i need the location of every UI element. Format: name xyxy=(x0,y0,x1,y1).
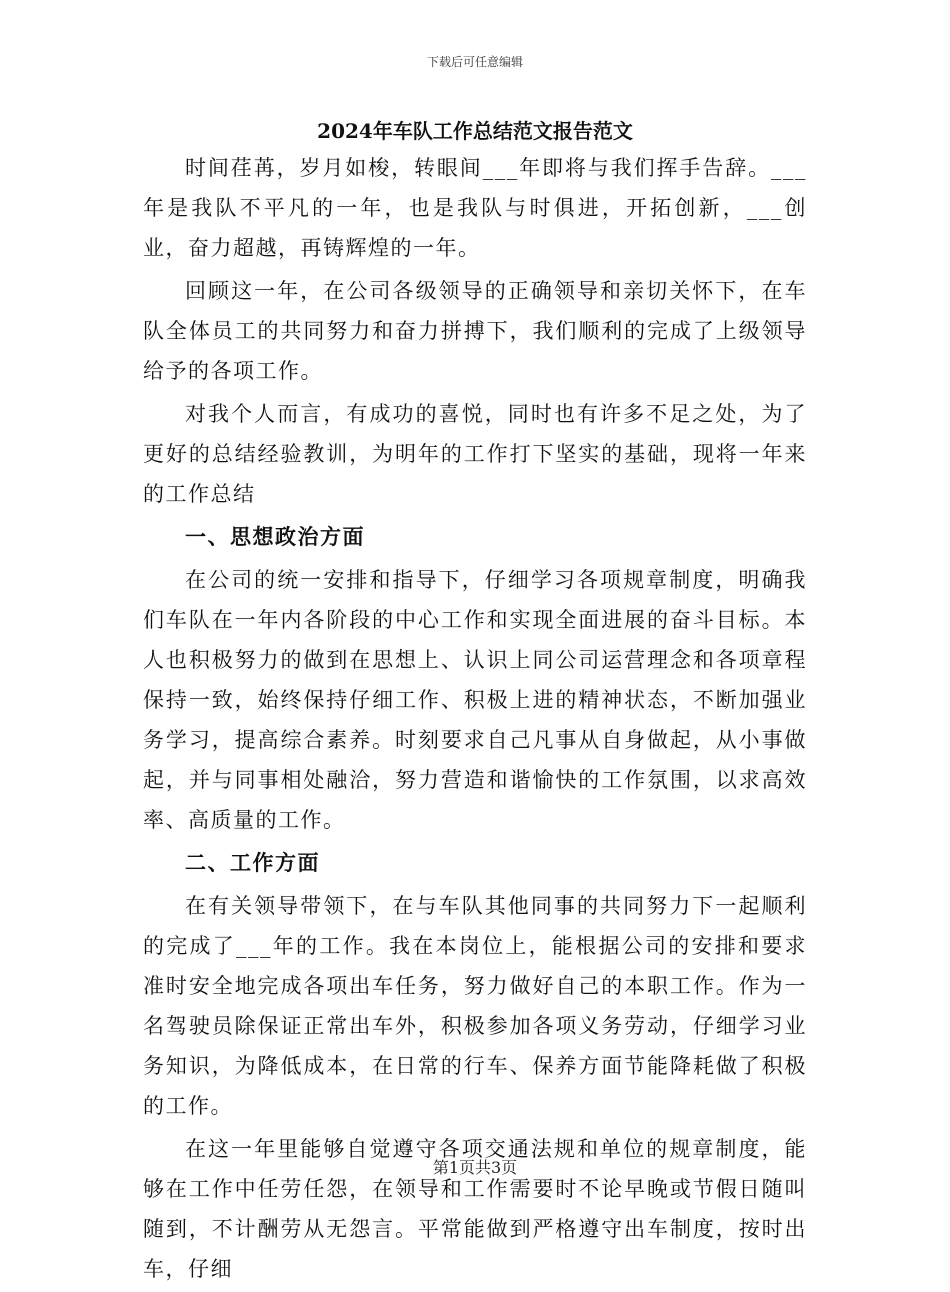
download-note: 下载后可任意编辑 xyxy=(426,55,523,69)
section-heading-ideology: 一、思想政治方面 xyxy=(185,524,365,549)
paragraph-ideology: 在公司的统一安排和指导下，仔细学习各项规章制度，明确我们车队在一年内各阶段的中心工作和实现全面进展的奋斗目标。本人也积极努力的做到在思想上、认识上同公司运营理念和各项章程保持一致，始终保持仔细工作、积极上进的精神状态，不断加强业务学习，提高综合素养。时刻要求自己凡事从自身做起，从小事做起，并与同事相处融洽，努力营造和谐愉快的工作氛围，以求高效率、高质量的工作。 xyxy=(143,568,807,832)
page-number: 第1页共3页 xyxy=(432,1158,518,1177)
paragraph-work: 在有关领导带领下，在与车队其他同事的共同努力下一起顺利的完成了___年的工作。我在本岗位上，能根据公司的安排和要求准时安全地完成各项出车任务，努力做好自己的本职工作。作为一名驾驶员除保证正常出车外，积极参加各项义务劳动，仔细学习业务知识，为降低成本，在日常的行车、保养方面节能降耗做了积极的工作。 xyxy=(143,894,807,1118)
paragraph-review: 回顾这一年，在公司各级领导的正确领导和亲切关怀下，在车队全体员工的共同努力和奋力拼搏下，我们顺利的完成了上级领导给予的各项工作。 xyxy=(143,279,807,383)
paragraph-discipline: 在这一年里能够自觉遵守各项交通法规和单位的规章制度，能够在工作中任劳任怨，在领导和工作需要时不论早晚或节假日随叫随到，不计酬劳从无怨言。平常能做到严格遵守出车制度，按时出车，仔细 xyxy=(143,1137,807,1281)
paragraph-intro: 时间荏苒，岁月如梭，转眼间___年即将与我们挥手告辞。___年是我队不平凡的一年，也是我队与时俱进，开拓创新，___创业，奋力超越，再铸辉煌的一年。 xyxy=(143,156,807,260)
paragraph-personal: 对我个人而言，有成功的喜悦，同时也有许多不足之处，为了更好的总结经验教训，为明年的工作打下坚实的基础，现将一年来的工作总结 xyxy=(143,402,807,506)
document-title: 2024年车队工作总结范文报告范文 xyxy=(317,119,633,143)
document-body xyxy=(143,148,807,1292)
section-heading-work: 二、工作方面 xyxy=(185,850,320,875)
